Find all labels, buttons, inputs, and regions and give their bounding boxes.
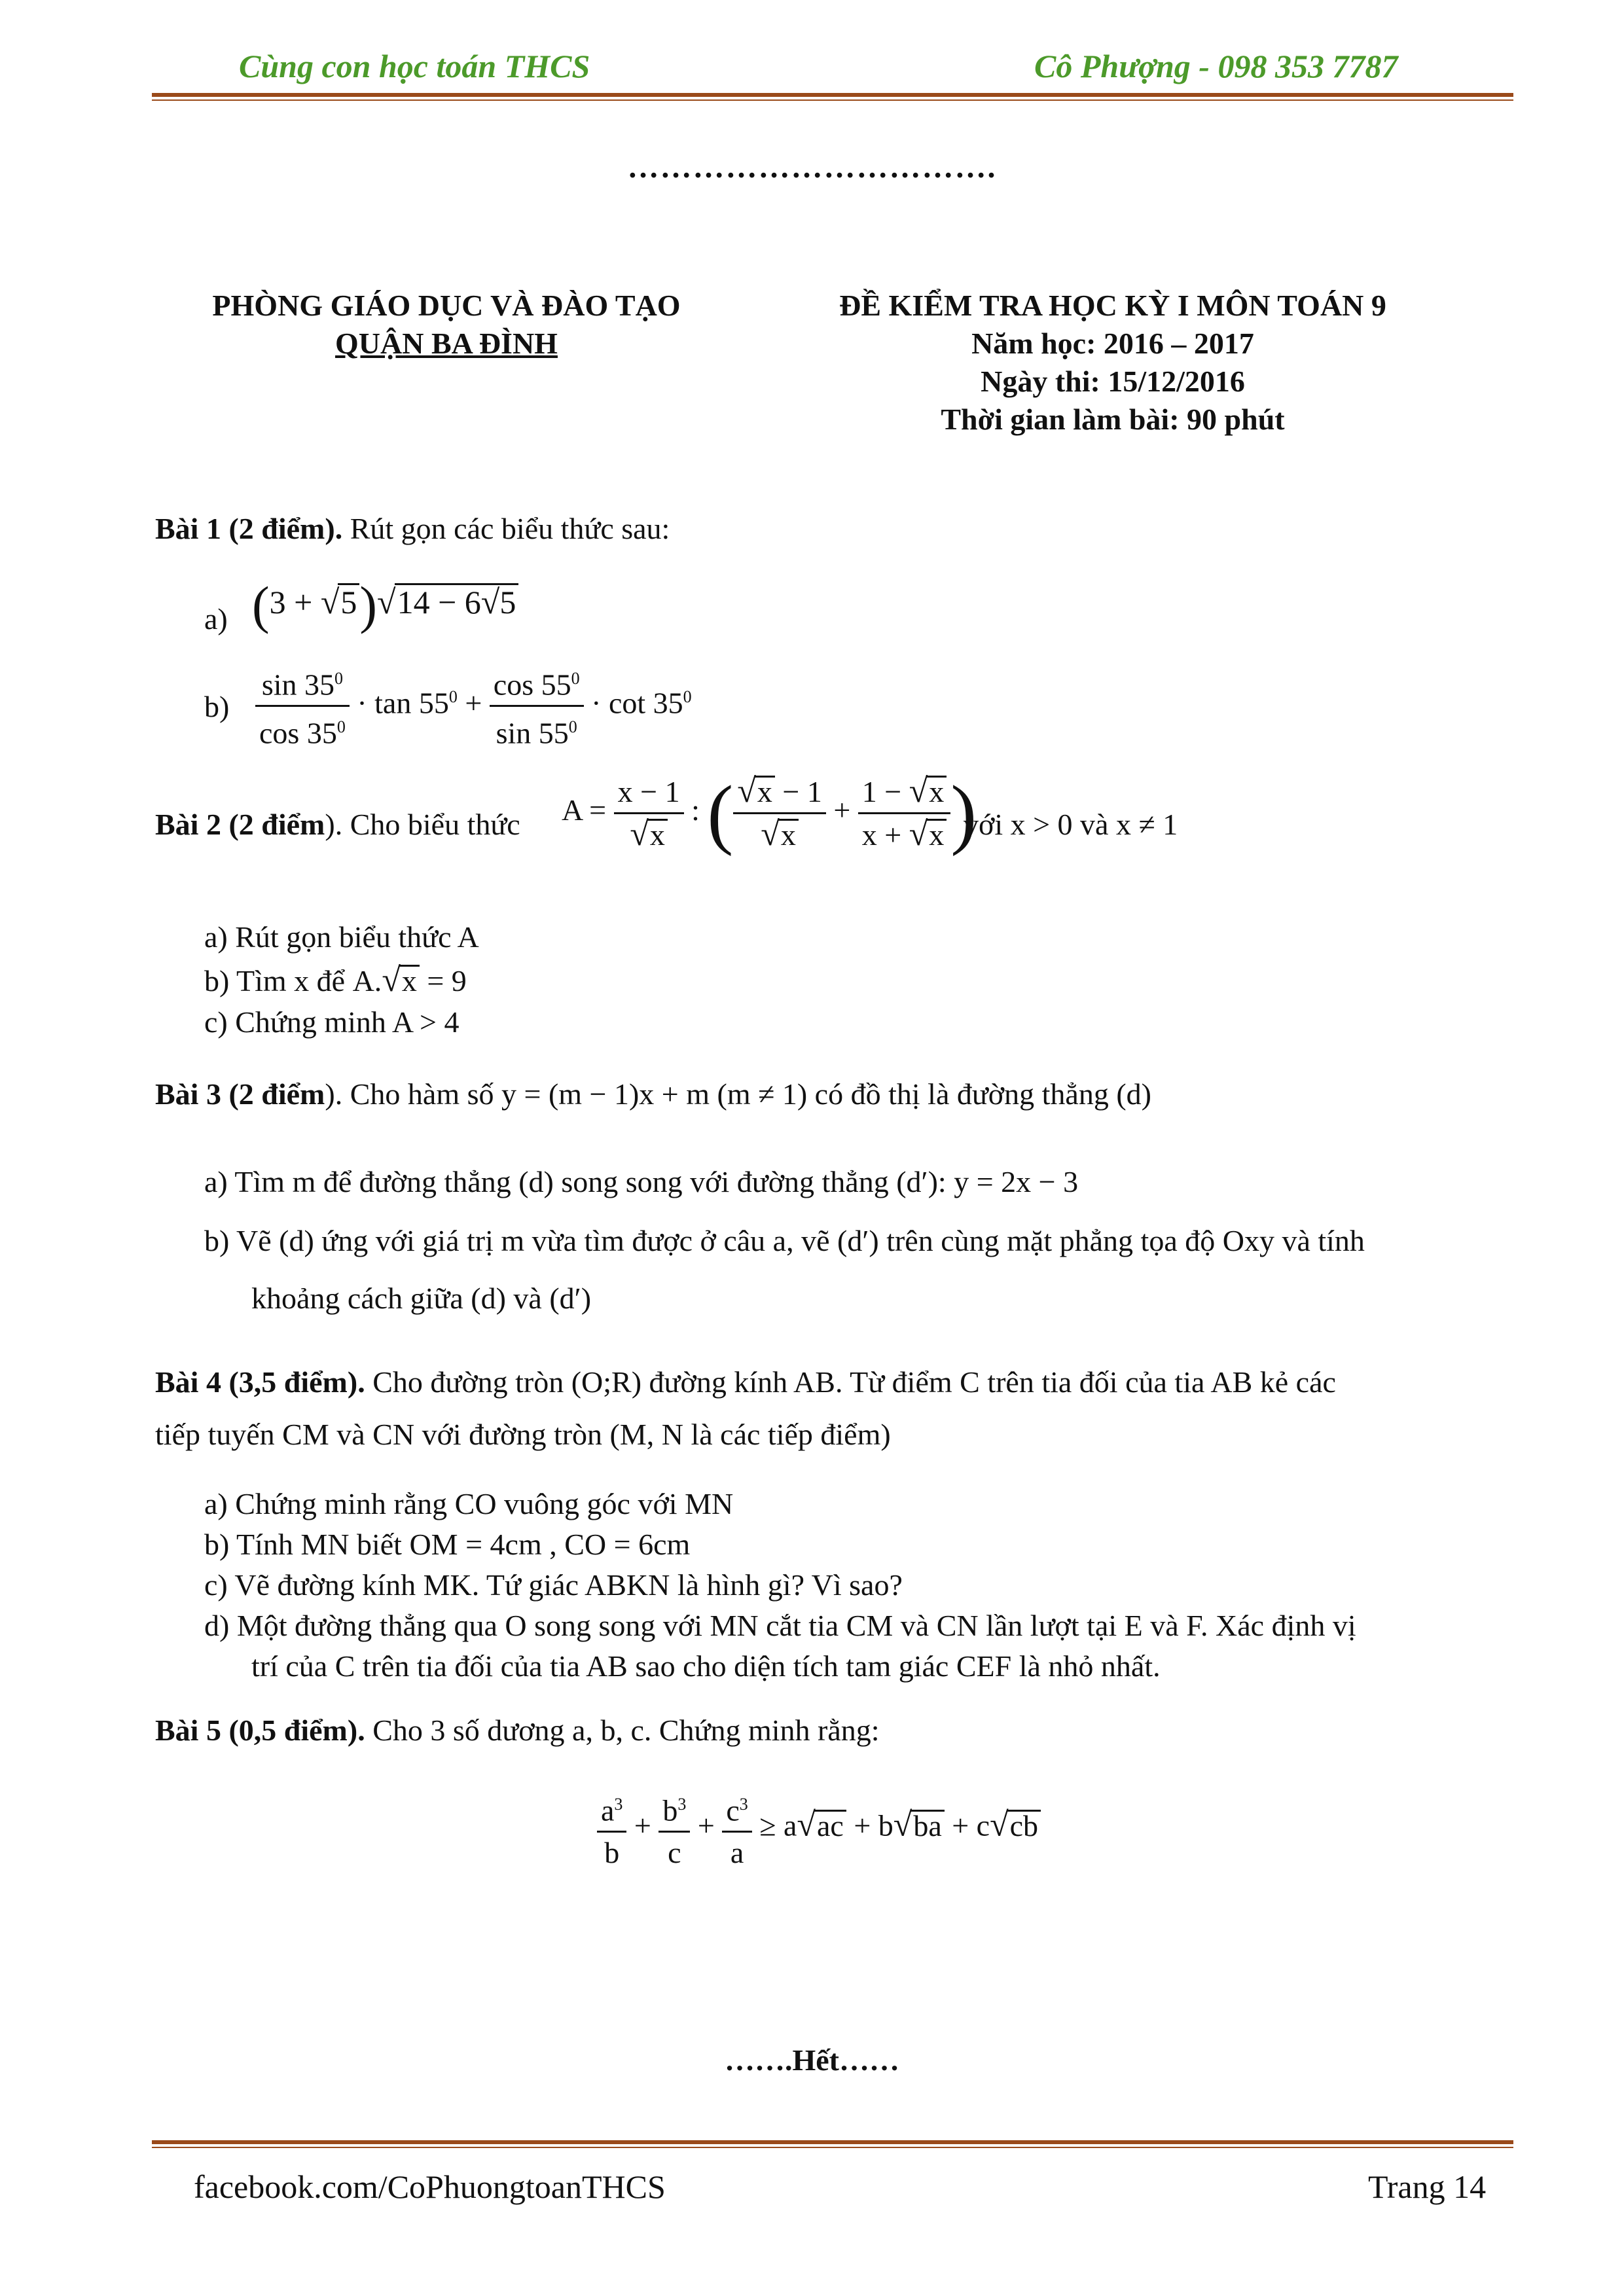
bai4-a: a) Chứng minh rằng CO vuông góc với MN bbox=[204, 1487, 734, 1520]
school-heading bbox=[152, 287, 741, 363]
bai2-text: Cho biểu thức bbox=[342, 808, 520, 841]
bai2-heading bbox=[155, 805, 520, 844]
bai4-d2: trí của C trên tia đối của tia AB sao cho diện tích tam giác CEF là nhỏ nhất. bbox=[251, 1649, 1161, 1683]
bai4-b: b) Tính MN biết OM = 4cm , CO = 6cm bbox=[204, 1528, 691, 1561]
header-rule-thin bbox=[152, 99, 1513, 101]
bai2-a: a) Rút gọn biểu thức A bbox=[204, 920, 479, 954]
bai4-c: c) Vẽ đường kính MK. Tứ giác ABKN là hình gì? Vì sao? bbox=[204, 1568, 903, 1602]
bai1-text: Rút gọn các biểu thức sau: bbox=[342, 512, 670, 545]
bai1-b-expr: $\frac{\sin 35^0}{\cos 35^0}$ · $\tan 55^0$ + $\frac{\cos 55^0}{\sin 55^0}$ · $\cot 35^0$ bbox=[255, 658, 692, 754]
footer-link[interactable]: facebook.com/CoPhuongtoanTHCS bbox=[194, 2168, 666, 2205]
footer-rule bbox=[152, 2140, 1513, 2144]
bai3-b2: khoảng cách giữa (d) và (d′) bbox=[251, 1282, 592, 1315]
bai5-inequality: $\frac{a^3}{b}$ + $\frac{b^3}{c}$ + $\frac{c^3}{a}$ ≥ a√ac + b√ba + c√cb bbox=[597, 1784, 1041, 1873]
exam-line1: ĐỀ KIỂM TRA HỌC KỲ I MÔN TOÁN 9 bbox=[839, 289, 1386, 322]
bai2-condition: với x > 0 và x ≠ 1 bbox=[964, 808, 1178, 841]
bai3-b1: b) Vẽ (d) ứng với giá trị m vừa tìm được ở câu a, vẽ (d′) trên cùng mặt phẳng tọa độ Oxy và tính bbox=[204, 1224, 1365, 1257]
bai3-title: Bài 3 (2 điểm bbox=[155, 1077, 325, 1111]
bai1-a-expr: (3 + √5)√14 − 6√5 bbox=[252, 583, 518, 626]
bai2-title: Bài 2 (2 điểm bbox=[155, 808, 325, 841]
footer-page-number: Trang 14 bbox=[1368, 2168, 1487, 2205]
bai4-text1: Cho đường tròn (O;R) đường kính AB. Từ điểm C trên tia đối của tia AB kẻ các bbox=[365, 1365, 1336, 1399]
bai4-d1: d) Một đường thẳng qua O song song với MN cắt tia CM và CN lần lượt tại E và F. Xác định vị bbox=[204, 1609, 1356, 1642]
bai1-title: Bài 1 (2 điểm). bbox=[155, 512, 343, 545]
bai1-b-label: b) bbox=[204, 690, 230, 723]
end-mark: …….Hết…… bbox=[724, 2043, 899, 2077]
school-line1: PHÒNG GIÁO DỤC VÀ ĐÀO TẠO bbox=[212, 289, 681, 322]
header-right: Cô Phượng - 098 353 7787 bbox=[1034, 48, 1398, 84]
header-rule bbox=[152, 93, 1513, 97]
bai2-title-close: ). bbox=[325, 808, 343, 841]
bai2-b: b) Tìm x để A.√x = 9 bbox=[204, 961, 467, 999]
exam-line3: Ngày thi: 15/12/2016 bbox=[981, 365, 1245, 398]
header-left: Cùng con học toán THCS bbox=[239, 48, 590, 84]
bai3-text: Cho hàm số y = (m − 1)x + m (m ≠ 1) có đồ thị là đường thẳng (d) bbox=[342, 1077, 1151, 1111]
bai5-title: Bài 5 (0,5 điểm). bbox=[155, 1713, 365, 1747]
bai2-b-label: b) Tìm x để bbox=[204, 964, 346, 997]
bai3-title-close: ). bbox=[325, 1077, 343, 1111]
bai1-a-label: a) bbox=[204, 602, 228, 636]
separator-dots: ……………………………. bbox=[627, 150, 997, 185]
bai1-heading bbox=[155, 509, 670, 548]
bai4-title: Bài 4 (3,5 điểm). bbox=[155, 1365, 365, 1399]
bai3-a: a) Tìm m để đường thẳng (d) song song với đường thẳng (d′): y = 2x − 3 bbox=[204, 1165, 1079, 1198]
bai3-heading bbox=[155, 1075, 1151, 1114]
bai5-text: Cho 3 số dương a, b, c. Chứng minh rằng: bbox=[365, 1713, 880, 1747]
exam-heading bbox=[753, 287, 1473, 439]
exam-line4: Thời gian làm bài: 90 phút bbox=[941, 403, 1285, 436]
bai4-text2: tiếp tuyến CM và CN với đường tròn (M, N là các tiếp điểm) bbox=[155, 1418, 891, 1451]
bai4-heading bbox=[155, 1363, 1336, 1402]
bai5-heading bbox=[155, 1711, 880, 1750]
bai2-c: c) Chứng minh A > 4 bbox=[204, 1005, 460, 1039]
footer-rule-thin bbox=[152, 2147, 1513, 2148]
bai2-expr: A = $\frac{x - 1}{√x}$ : ( $\frac{√x - 1}{√x}$ + $\frac{1 - √x}{x + √x}$ ) bbox=[562, 769, 977, 857]
exam-line2: Năm học: 2016 – 2017 bbox=[971, 327, 1254, 360]
school-line2: QUẬN BA ĐÌNH bbox=[335, 327, 558, 360]
